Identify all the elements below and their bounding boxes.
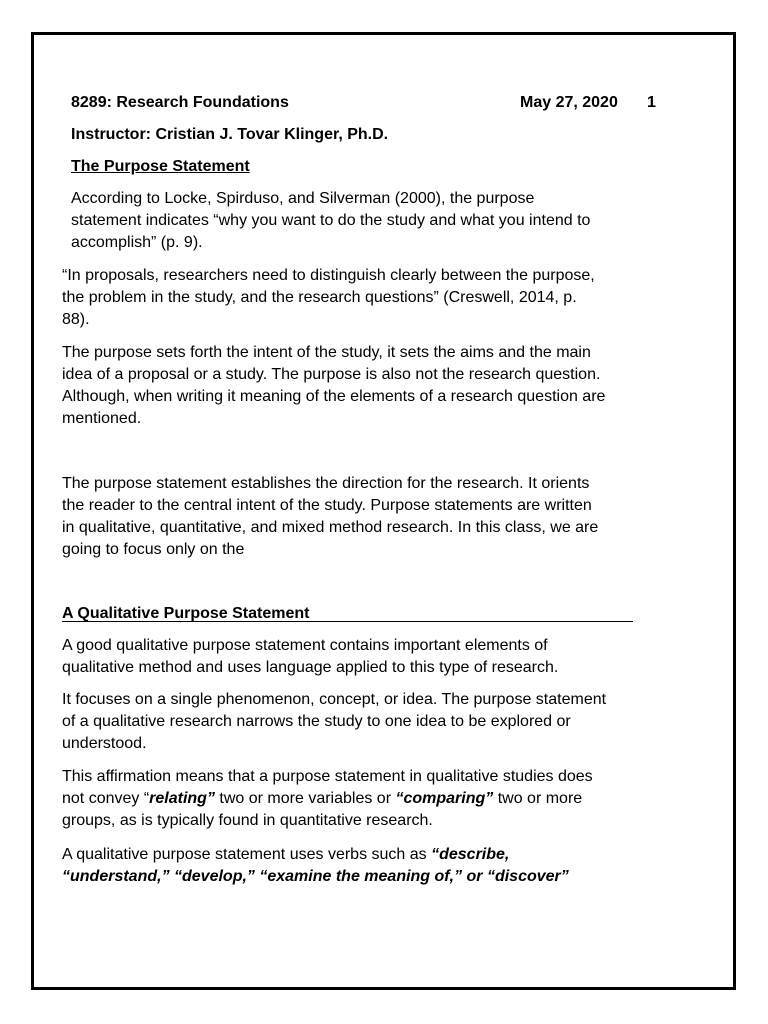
emphasis-describe: “describe, [431,846,510,863]
document-date: May 27, 2020 [520,94,618,111]
paragraph-line: in qualitative, quantitative, and mixed method research. In this class, we are [62,519,599,536]
section-heading-qualitative-purpose: A Qualitative Purpose Statement [62,605,310,622]
paragraph-single-phenomenon [62,689,606,755]
paragraph-line: 88). [62,311,90,328]
course-title: 8289: Research Foundations [71,94,289,111]
paragraph-locke-definition [71,188,590,254]
paragraph-good-qualitative-statement [62,635,558,679]
paragraph-line: understood. [62,735,147,752]
paragraph-qualitative-verbs [62,844,569,888]
text-run: two or more [493,790,583,807]
paragraph-line: the reader to the central intent of the study. Purpose statements are written [62,497,592,514]
paragraph-line: The purpose sets forth the intent of the study, it sets the aims and the main [62,344,591,361]
paragraph-line [62,844,569,866]
emphasis-comparing: “comparing” [395,790,494,807]
paragraph-purpose-intent [62,342,605,430]
emphasis-verb-list: “understand,” “develop,” “examine the meaning of,” or “discover” [62,868,569,885]
paragraph-line: A good qualitative purpose statement contains important elements of [62,637,548,654]
paragraph-line: It focuses on a single phenomenon, concept, or idea. The purpose statement [62,691,607,708]
paragraph-line [62,788,593,810]
instructor-name: Instructor: Cristian J. Tovar Klinger, Ph.D. [71,126,389,143]
paragraph-creswell-quote [62,265,595,331]
paragraph-purpose-direction [62,473,598,561]
heading-underline [62,621,633,622]
text-run: two or more variables or [214,790,396,807]
page-number: 1 [647,94,656,111]
paragraph-line: This affirmation means that a purpose statement in qualitative studies does [62,768,593,785]
paragraph-line: going to focus only on the [62,541,245,558]
paragraph-line: “In proposals, researchers need to distinguish clearly between the purpose, [62,267,595,284]
paragraph-line: qualitative method and uses language applied to this type of research. [62,659,559,676]
paragraph-line: the problem in the study, and the research questions” (Creswell, 2014, p. [62,289,577,306]
paragraph-line: Although, when writing it meaning of the elements of a research question are [62,388,606,405]
text-run: not convey “ [62,790,150,807]
paragraph-affirmation [62,766,593,832]
paragraph-line: statement indicates “why you want to do the study and what you intend to [71,212,591,229]
paragraph-line: accomplish” (p. 9). [71,234,203,251]
paragraph-line: According to Locke, Spirduso, and Silverman (2000), the purpose [71,190,535,207]
paragraph-line: idea of a proposal or a study. The purpose is also not the research question. [62,366,601,383]
paragraph-line: groups, as is typically found in quantitative research. [62,812,433,829]
emphasis-relating: relating” [149,790,215,807]
paragraph-line: The purpose statement establishes the direction for the research. It orients [62,475,590,492]
paragraph-line: of a qualitative research narrows the study to one idea to be explored or [62,713,571,730]
paragraph-line: mentioned. [62,410,142,427]
section-heading-purpose-statement: The Purpose Statement [71,158,250,175]
text-run: A qualitative purpose statement uses verbs such as [62,846,432,863]
